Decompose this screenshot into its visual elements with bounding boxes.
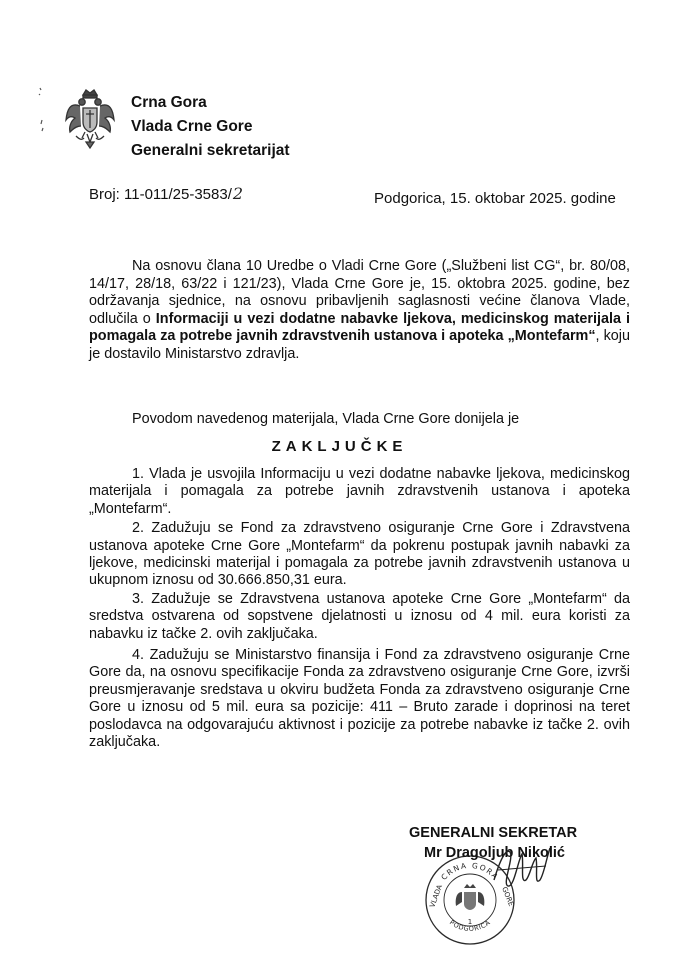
conclusions-list <box>89 466 630 752</box>
signatory-name: Mr Dragoljub Nikolić <box>424 845 565 861</box>
stamp-emblem-icon <box>456 884 485 910</box>
reference-prefix: Broj: 11-011/25-3583/ <box>89 186 232 203</box>
conclusion-item-1: 1. Vlada je usvojila Informaciju u vezi dodatne nabavke ljekova, medicinskog materijala i pomagala za potrebe javnih zdravstvenih ustanova i apoteka „Montefarm“. <box>89 466 630 517</box>
conclusion-item-3: 3. Zadužuje se Zdravstvena ustanova apoteke Crne Gore „Montefarm“ da sredstva ostvarena od sopstvene djelatnosti u iznosu od 4 mil. eura koristi za nabavku iz tačke 2. ovih zaključaka. <box>89 590 630 642</box>
margin-marks <box>30 82 50 142</box>
stamp-number: 1 <box>467 918 473 926</box>
signatory-title: GENERALNI SEKRETAR <box>409 825 578 841</box>
coat-of-arms-icon <box>64 86 116 150</box>
stamp-top-text: CRNA GORA <box>439 860 501 882</box>
conclusions-heading: ZAKLJUČKE <box>271 438 408 455</box>
intro-paragraph <box>89 258 630 364</box>
document-date: Podgorica, 15. oktobar 2025. godine <box>374 190 616 207</box>
stamp-right-text: GORE <box>500 885 516 908</box>
intro-text-before: Na osnovu člana 10 Uredbe o Vladi Crne Gore („Službeni list CG“, br. 80/08, 14/17, 28/18, 63/22 i 121/23), Vlada Crne Gore je, 15. oktobra 2025. godine, bez održavanja sjednice, na osnovu pribavljenih saglasnosti većine članova Vlade, odlučila o <box>89 258 630 327</box>
conclusion-item-2: 2. Zadužuju se Fond za zdravstveno osiguranje Crne Gore i Zdravstvena ustanova apoteke Crne Gore „Montefarm“ da pokrenu postupak javnih nabavki za ljekove, medicinski materijal i pomagala za potrebe javnih zdravstvenih ustanova u ukupnom iznosu od 30.666.850,31 eura. <box>89 520 630 589</box>
conclusion-item-4: 4. Zadužuju se Ministarstvo finansija i Fond za zdravstveno osiguranje Crne Gore da, na osnovu specifikacije Fonda za zdravstveno osiguranje Crne Gore, izvrši preusmjeravanje sredstava u okviru budžeta Fonda za zdravstveno osiguranje Crne Gore u iznosu od 5 mil. eura sa pozicije: 411 – Bruto zarade i doprinosi na teret poslodavca na odgovarajuću aktivnost i pozicije za potrebe nabavke iz tačke 2. ovih zaključaka. <box>89 647 630 751</box>
country-name: Crna Gora <box>131 94 207 111</box>
secretariat-name: Generalni sekretarijat <box>131 142 290 159</box>
reference-handwritten-digit: 2 <box>232 184 244 203</box>
intro-text-after: , koju je dostavilo Ministarstvo zdravlja. <box>89 328 630 362</box>
stamp-left-text: VLADA <box>428 883 444 909</box>
reference-number <box>89 184 243 203</box>
occasion-sentence: Povodom navedenog materijala, Vlada Crne Gore donijela je <box>132 411 520 427</box>
intro-bold-subject: Informaciji u vezi dodatne nabavke ljekova, medicinskog materijala i pomagala za potrebe javnih zdravstvenih ustanova i apoteka „Montefarm“ <box>89 310 630 345</box>
government-name: Vlada Crne Gore <box>131 118 253 135</box>
handwritten-signature <box>488 840 558 900</box>
stamp-city: PODGORICA <box>447 918 493 933</box>
institution-header <box>131 91 290 163</box>
